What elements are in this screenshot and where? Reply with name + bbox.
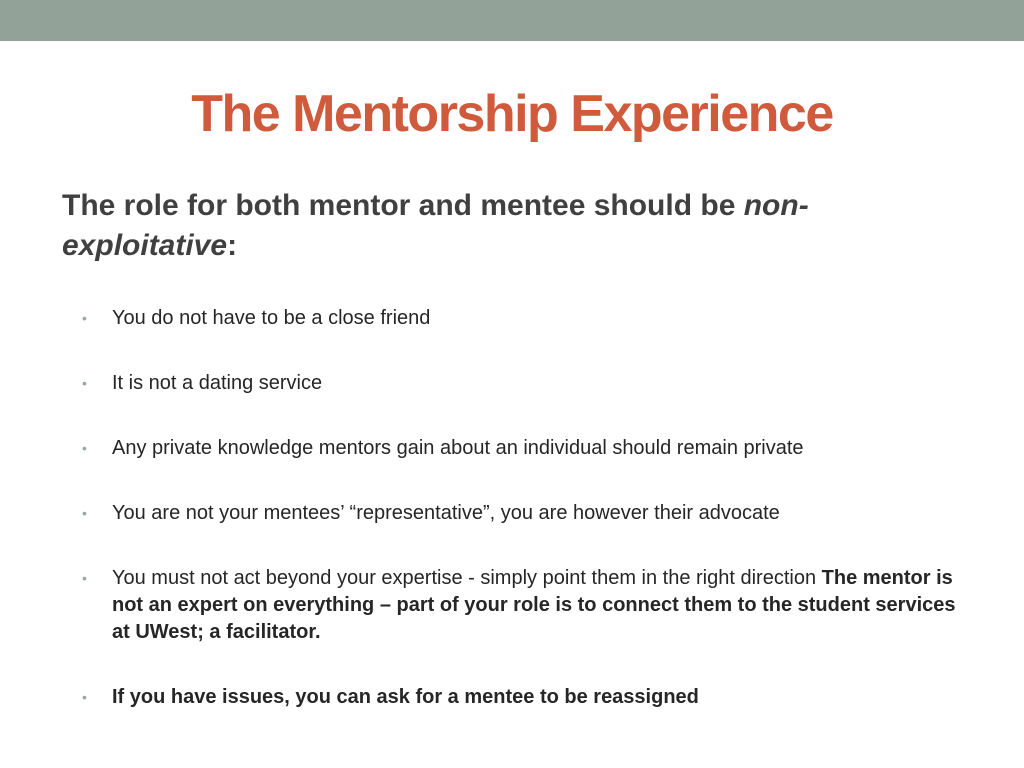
bullet-dot-icon: • (82, 570, 87, 586)
bullet-dot-icon: • (82, 505, 87, 521)
slide-subtitle (62, 186, 942, 266)
bullet-list (82, 305, 972, 749)
bullet-dot-icon: • (82, 310, 87, 326)
bullet-dot-icon: • (82, 375, 87, 391)
slide-title: The Mentorship Experience (191, 85, 833, 143)
bullet-bold-text: The mentor is not an expert on everything – part of your role is to connect them to the student services at UWest; a facilitator. (112, 567, 956, 643)
top-accent-bar (0, 0, 1024, 41)
subtitle-suffix: : (227, 229, 238, 262)
bullet-text: It is not a dating service (112, 372, 323, 394)
subtitle-prefix: The role for both mentor and mentee should be (62, 189, 744, 222)
bullet-bold-text: If you have issues, you can ask for a mentee to be reassigned (112, 686, 699, 708)
bullet-text: You must not act beyond your expertise - simply point them in the right direction (112, 567, 822, 589)
bullet-item (82, 565, 972, 646)
bullet-item (82, 370, 972, 397)
bullet-text: You do not have to be a close friend (112, 307, 431, 329)
bullet-item (82, 684, 972, 711)
subtitle-emphasis: non-exploitative (62, 189, 809, 262)
bullet-item (82, 435, 972, 462)
bullet-dot-icon: • (82, 440, 87, 456)
bullet-text: Any private knowledge mentors gain about an individual should remain private (112, 437, 804, 459)
bullet-dot-icon: • (82, 689, 87, 705)
bullet-item (82, 500, 972, 527)
bullet-text: You are not your mentees’ “representative”, you are however their advocate (112, 502, 780, 524)
bullet-item (82, 305, 972, 332)
